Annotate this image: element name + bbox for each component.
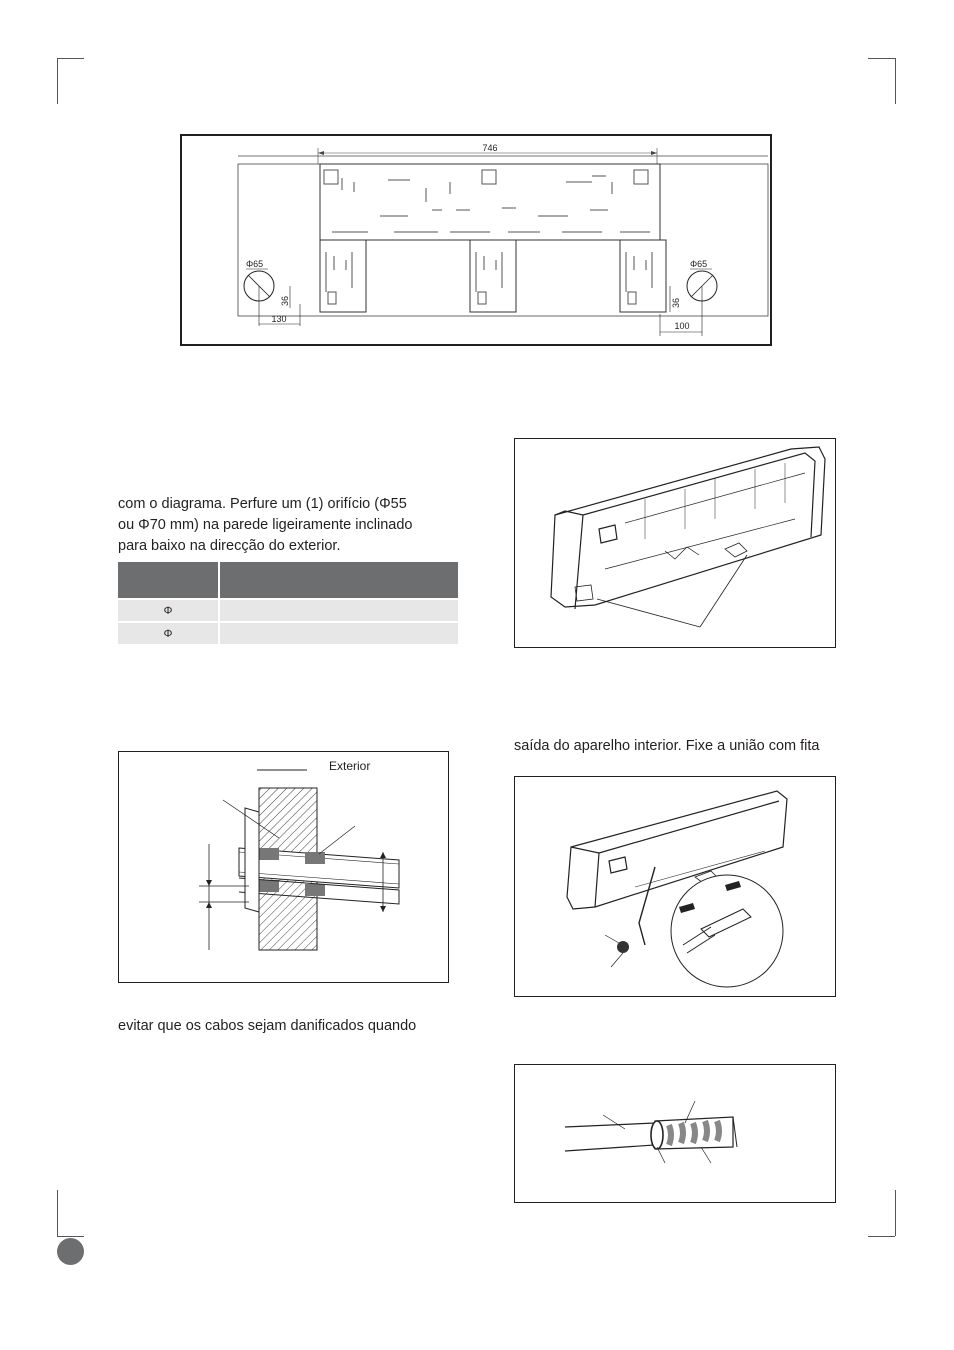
crop-mark-top-right-h	[868, 58, 895, 59]
table-cell-diameter: Φ	[118, 599, 219, 622]
mounting-plate-diagram	[180, 134, 772, 346]
left-hole-diameter-label: Φ65	[246, 259, 264, 269]
table-row	[118, 599, 458, 622]
crop-mark-top-left-h	[57, 58, 84, 59]
crop-mark-top-left-v	[57, 58, 58, 104]
hole-instructions-paragraph	[118, 494, 463, 557]
table-cell-value	[219, 622, 458, 644]
hole-instructions-line-2: ou Φ70 mm) na parede ligeiramente inclinado	[118, 517, 413, 533]
crop-mark-bottom-left-h	[57, 1236, 84, 1237]
crop-mark-bottom-left-v	[57, 1190, 58, 1236]
left-hole-vertical-label: 36	[280, 295, 290, 306]
right-hole-diameter-label: Φ65	[690, 259, 708, 269]
table-header-cell-2	[219, 562, 458, 599]
table-header-row	[118, 562, 458, 599]
crop-mark-top-right-v	[895, 58, 896, 104]
hose-insulation-diagram	[514, 1064, 836, 1203]
hole-instructions-line-1: com o diagrama. Perfure um (1) orifício (Φ55	[118, 496, 407, 512]
table-cell-value	[219, 599, 458, 622]
page-number-marker	[57, 1238, 84, 1265]
right-hole-vertical-label: 36	[671, 297, 681, 308]
cable-damage-paragraph: evitar que os cabos sejam danificados quando	[118, 1018, 417, 1034]
crop-mark-bottom-right-h	[868, 1236, 895, 1237]
crop-mark-bottom-right-v	[895, 1190, 896, 1236]
hole-size-table	[118, 562, 458, 644]
wall-hole-section-diagram	[118, 751, 449, 983]
table-header-cell-1	[118, 562, 219, 599]
table-row	[118, 622, 458, 644]
hole-instructions-line-3: para baixo na direcção do exterior.	[118, 538, 341, 554]
indoor-unit-back-diagram	[514, 438, 836, 648]
table-cell-diameter: Φ	[118, 622, 219, 644]
right-hole-horizontal-label: 100	[674, 321, 690, 331]
drain-outlet-paragraph: saída do aparelho interior. Fixe a união com fita	[514, 738, 820, 754]
exterior-label: Exterior	[329, 759, 371, 773]
left-hole-horizontal-label: 130	[271, 314, 287, 324]
drain-hose-connection-diagram	[514, 776, 836, 997]
plate-width-label: 746	[482, 143, 498, 153]
